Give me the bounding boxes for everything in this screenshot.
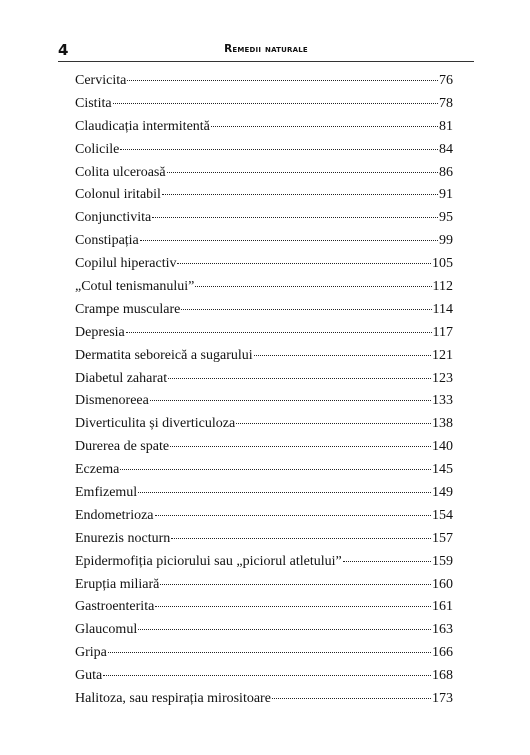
toc-entry	[75, 665, 453, 688]
toc-entry-title: Epidermofiția piciorului sau „piciorul atletului”	[75, 553, 342, 569]
toc-entry-title: Endometrioza	[75, 507, 154, 523]
toc-entry	[75, 299, 453, 322]
toc-entry-page: 86	[439, 164, 453, 180]
toc-entry-title: Dermatita seboreică a sugarului	[75, 347, 253, 363]
dot-leader	[155, 515, 431, 516]
toc-entry-page: 161	[432, 599, 453, 615]
toc-entry-page: 95	[439, 210, 453, 226]
dot-leader	[170, 446, 431, 447]
toc-entry-page: 81	[439, 118, 453, 134]
toc-entry-title: Dismenoreea	[75, 393, 149, 409]
toc-entry-page: 114	[432, 301, 453, 317]
toc-entry	[75, 184, 453, 207]
toc-entry-page: 112	[432, 279, 453, 295]
toc-entry	[75, 368, 453, 391]
toc-entry-title: Eczema	[75, 462, 120, 478]
dot-leader	[120, 469, 431, 470]
header-rule	[58, 61, 474, 62]
toc-entry-page: 163	[432, 622, 453, 638]
page-number: 4	[58, 41, 69, 59]
dot-leader	[120, 149, 438, 150]
toc-entry-page: 133	[432, 393, 453, 409]
toc-entry-title: „Cotul tenismanului”	[75, 279, 195, 295]
toc-entry-title: Glaucomul	[75, 622, 138, 638]
dot-leader	[171, 538, 431, 539]
dot-leader	[160, 584, 431, 585]
dot-leader	[181, 309, 431, 310]
toc-entry-page: 91	[439, 187, 453, 203]
toc-entry-title: Depresia	[75, 324, 125, 340]
toc-entry	[75, 413, 453, 436]
dot-leader	[152, 217, 438, 218]
toc-entry	[75, 207, 453, 230]
running-title: Remedii naturale	[224, 43, 308, 55]
toc-entry-page: 138	[432, 416, 453, 432]
toc-entry	[75, 345, 453, 368]
toc-entry	[75, 688, 453, 711]
dot-leader	[138, 492, 431, 493]
toc-entry	[75, 322, 453, 345]
dot-leader	[195, 286, 431, 287]
toc-entry-title: Emfizemul	[75, 485, 138, 501]
toc-entry-page: 140	[432, 439, 453, 455]
toc-entry-title: Enurezis nocturn	[75, 530, 171, 546]
toc-entry-page: 99	[439, 233, 453, 249]
toc-entry	[75, 116, 453, 139]
toc-entry-page: 123	[432, 370, 453, 386]
toc-entry	[75, 253, 453, 276]
dot-leader	[155, 606, 431, 607]
dot-leader	[127, 80, 438, 81]
toc-entry-page: 173	[432, 691, 453, 707]
toc-entry	[75, 528, 453, 551]
dot-leader	[167, 172, 438, 173]
toc-entry	[75, 482, 453, 505]
dot-leader	[103, 675, 431, 676]
toc-entry	[75, 230, 453, 253]
dot-leader	[211, 126, 438, 127]
toc-entry	[75, 574, 453, 597]
toc-entry-title: Durerea de spate	[75, 439, 170, 455]
toc-entry	[75, 139, 453, 162]
dot-leader	[236, 423, 431, 424]
toc-entry	[75, 459, 453, 482]
toc-entry-page: 76	[439, 73, 453, 88]
toc-entry-page: 84	[439, 141, 453, 157]
toc-entry-page: 154	[432, 507, 453, 523]
toc-entry-title: Diverticulita și diverticuloza	[75, 416, 236, 432]
toc-entry-title: Colita ulceroasă	[75, 164, 166, 180]
dot-leader	[126, 332, 432, 333]
dot-leader	[343, 561, 431, 562]
dot-leader	[150, 400, 431, 401]
toc-entry	[75, 642, 453, 665]
toc-entry	[75, 436, 453, 459]
toc-entry	[75, 70, 453, 93]
toc-entry-page: 105	[432, 256, 453, 272]
dot-leader	[138, 629, 431, 630]
toc-entry-page: 166	[432, 645, 453, 661]
toc-entry-title: Conjunctivita	[75, 210, 152, 226]
toc-entry-title: Colicile	[75, 141, 120, 157]
toc-entry-title: Claudicația intermitentă	[75, 118, 210, 134]
dot-leader	[108, 652, 431, 653]
toc-entry	[75, 390, 453, 413]
toc-entry-title: Cervicita	[75, 73, 127, 88]
dot-leader	[272, 698, 431, 699]
dot-leader	[113, 103, 438, 104]
toc-entry-title: Diabetul zaharat	[75, 370, 168, 386]
toc-entry	[75, 596, 453, 619]
toc-entry-title: Copilul hiperactiv	[75, 256, 177, 272]
toc-entry-page: 160	[432, 576, 453, 592]
toc-entry-title: Constipația	[75, 233, 139, 249]
toc-entry	[75, 551, 453, 574]
dot-leader	[168, 378, 431, 379]
dot-leader	[140, 240, 438, 241]
toc-entry-title: Gastroenterita	[75, 599, 155, 615]
dot-leader	[177, 263, 431, 264]
toc-entry	[75, 93, 453, 116]
toc-entry-page: 121	[432, 347, 453, 363]
toc-entry-title: Cistita	[75, 95, 112, 111]
toc-entry-title: Gripa	[75, 645, 107, 661]
toc-entry-page: 117	[432, 324, 453, 340]
toc-entry-title: Guta	[75, 668, 103, 684]
toc-entry	[75, 505, 453, 528]
toc-entry	[75, 162, 453, 185]
toc-entry-title: Colonul iritabil	[75, 187, 161, 203]
table-of-contents	[75, 70, 453, 711]
page-header	[58, 41, 474, 63]
toc-entry-title: Crampe musculare	[75, 301, 181, 317]
toc-entry	[75, 619, 453, 642]
dot-leader	[162, 194, 438, 195]
toc-entry-page: 145	[432, 462, 453, 478]
toc-entry-page: 159	[432, 553, 453, 569]
toc-entry-page: 168	[432, 668, 453, 684]
dot-leader	[254, 355, 431, 356]
toc-entry-page: 157	[432, 530, 453, 546]
toc-entry-page: 149	[432, 485, 453, 501]
toc-entry-title: Halitoza, sau respirația mirositoare	[75, 691, 271, 707]
toc-entry-page: 78	[439, 95, 453, 111]
toc-entry	[75, 276, 453, 299]
toc-entry-title: Erupția miliară	[75, 576, 160, 592]
